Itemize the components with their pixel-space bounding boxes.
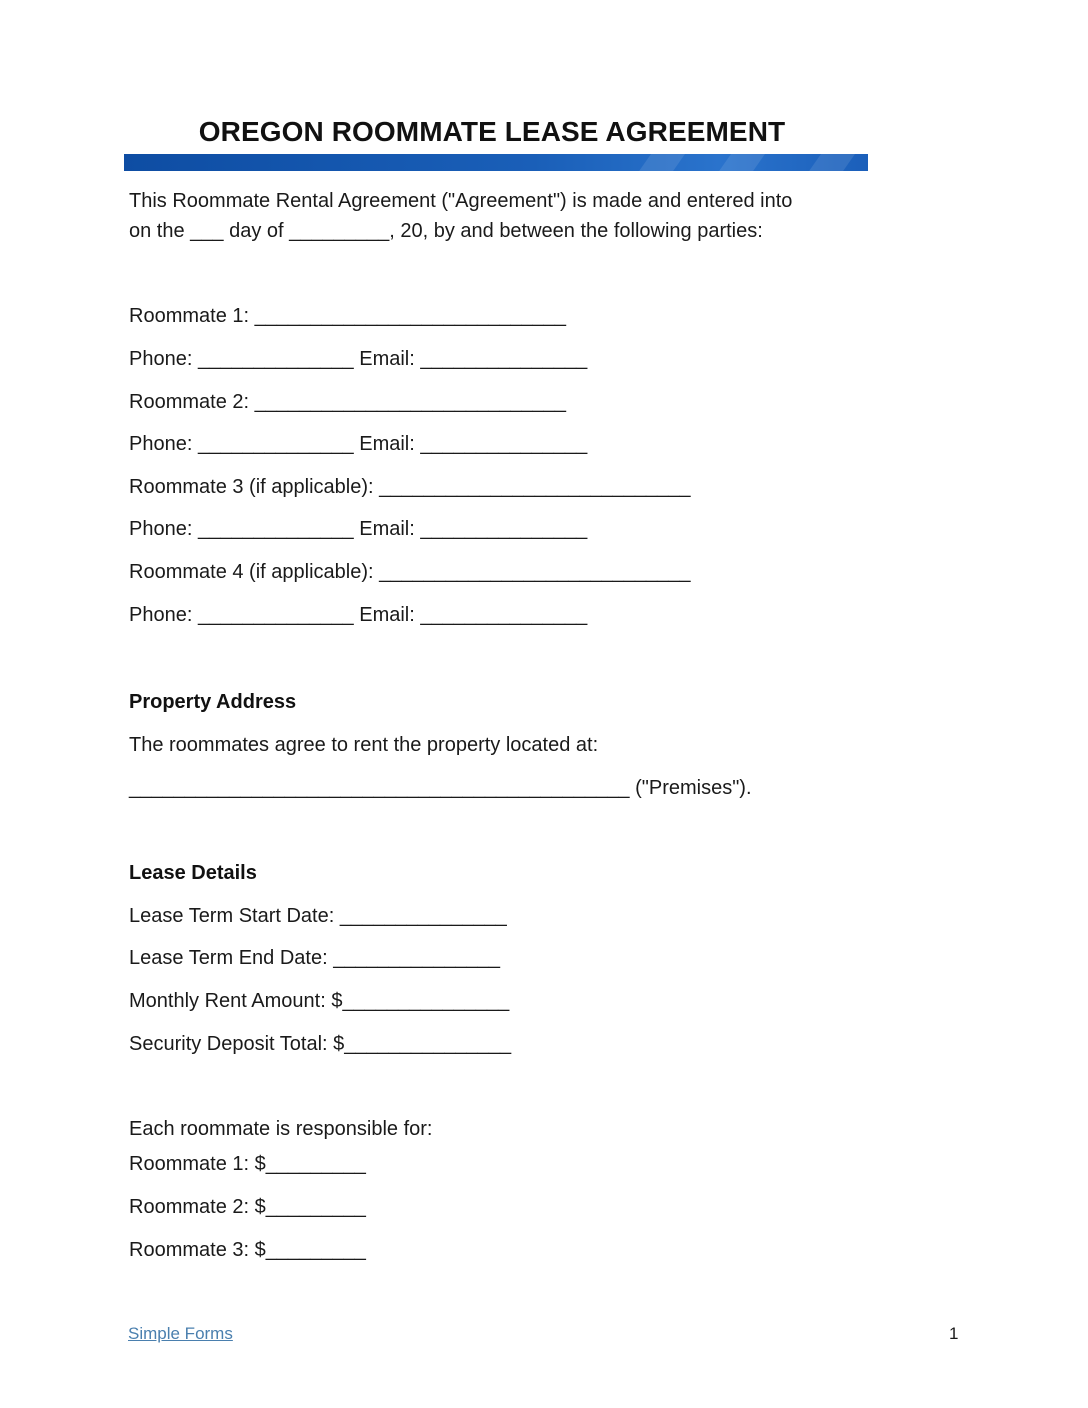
roommate-4-name-field[interactable]: Roommate 4 (if applicable): ____________________________ <box>129 561 691 583</box>
roommate-4-contact-fields[interactable]: Phone: ______________ Email: _______________ <box>129 604 588 626</box>
roommate-1-name-field[interactable]: Roommate 1: ____________________________ <box>129 305 567 327</box>
premises-address-field[interactable]: _____________________________________________ ("Premises"). <box>129 777 752 799</box>
intro-line-1: This Roommate Rental Agreement ("Agreement") is made and entered into <box>129 190 793 212</box>
lease-start-date-field[interactable]: Lease Term Start Date: _______________ <box>129 905 507 927</box>
roommate-2-name-field[interactable]: Roommate 2: ____________________________ <box>129 391 567 413</box>
document-title: OREGON ROOMMATE LEASE AGREEMENT <box>198 116 786 147</box>
lease-end-date-field[interactable]: Lease Term End Date: _______________ <box>129 947 501 969</box>
page-number: 1 <box>949 1324 959 1343</box>
roommate-3-contact-fields[interactable]: Phone: ______________ Email: _______________ <box>129 518 588 540</box>
roommate-3-share-field[interactable]: Roommate 3: $_________ <box>129 1239 366 1261</box>
roommate-2-contact-fields[interactable]: Phone: ______________ Email: _______________ <box>129 433 588 455</box>
property-address-text: The roommates agree to rent the property located at: <box>129 734 599 756</box>
security-deposit-field[interactable]: Security Deposit Total: $_______________ <box>129 1033 512 1055</box>
lease-details-heading: Lease Details <box>129 862 257 884</box>
simple-forms-link[interactable]: Simple Forms <box>128 1324 233 1343</box>
roommate-1-share-field[interactable]: Roommate 1: $_________ <box>129 1153 366 1175</box>
roommate-1-contact-fields[interactable]: Phone: ______________ Email: _______________ <box>129 348 588 370</box>
responsibility-intro: Each roommate is responsible for: <box>129 1118 433 1140</box>
intro-line-2: on the ___ day of _________, 20, by and between the following parties: <box>129 220 763 242</box>
roommate-3-name-field[interactable]: Roommate 3 (if applicable): ____________________________ <box>129 476 691 498</box>
monthly-rent-field[interactable]: Monthly Rent Amount: $_______________ <box>129 990 510 1012</box>
title-underline-bar <box>124 154 868 171</box>
property-address-heading: Property Address <box>129 691 297 713</box>
roommate-2-share-field[interactable]: Roommate 2: $_________ <box>129 1196 366 1218</box>
